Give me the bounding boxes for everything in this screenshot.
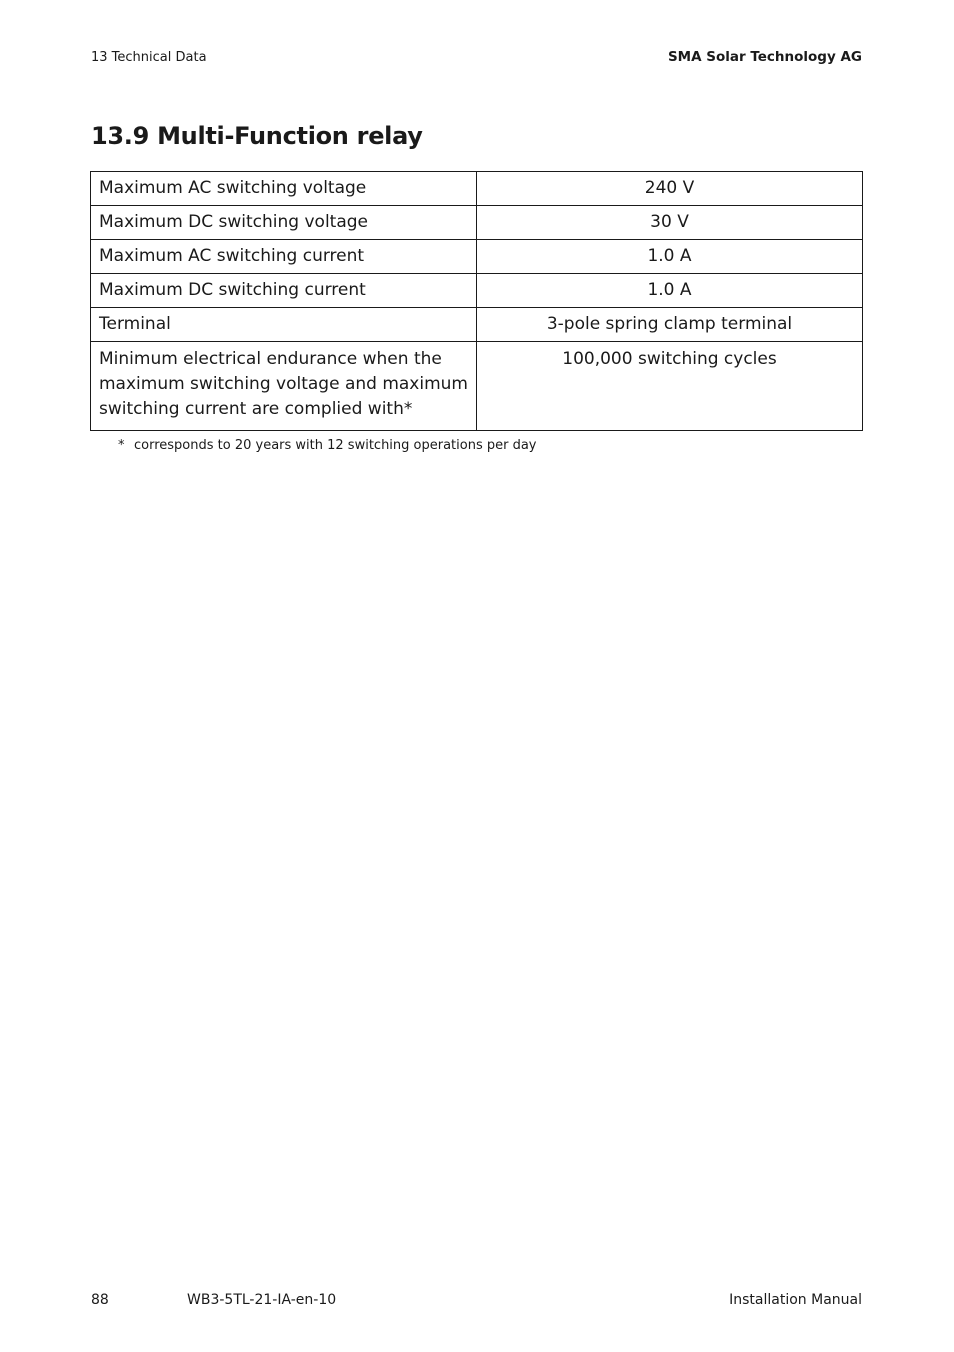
section-title: 13.9 Multi-Function relay [91,122,423,150]
table-row [91,206,863,240]
footer-manual-title: Installation Manual [729,1292,862,1308]
row-value: 3-pole spring clamp terminal [477,308,863,342]
table-row [91,342,863,431]
footer-page-number: 88 [91,1292,109,1308]
table-row [91,240,863,274]
row-label: Minimum electrical endurance when the maximum switching voltage and maximum switching current are complied with* [91,342,477,431]
footnote-text: corresponds to 20 years with 12 switching operations per day [134,438,537,453]
footnote-mark: * [118,438,125,453]
row-label: Maximum AC switching voltage [91,172,477,206]
row-value: 100,000 switching cycles [477,342,863,431]
row-label: Maximum DC switching voltage [91,206,477,240]
row-label: Maximum AC switching current [91,240,477,274]
row-label: Terminal [91,308,477,342]
row-value: 1.0 A [477,274,863,308]
table-row [91,172,863,206]
row-value: 240 V [477,172,863,206]
spec-table [90,171,863,431]
row-value: 30 V [477,206,863,240]
header-chapter: 13 Technical Data [91,50,207,65]
header-company: SMA Solar Technology AG [667,49,862,65]
footer-doc-code: WB3-5TL-21-IA-en-10 [187,1292,337,1308]
footnote [118,438,537,453]
row-label: Maximum DC switching current [91,274,477,308]
row-value: 1.0 A [477,240,863,274]
table-row [91,274,863,308]
table-row [91,308,863,342]
